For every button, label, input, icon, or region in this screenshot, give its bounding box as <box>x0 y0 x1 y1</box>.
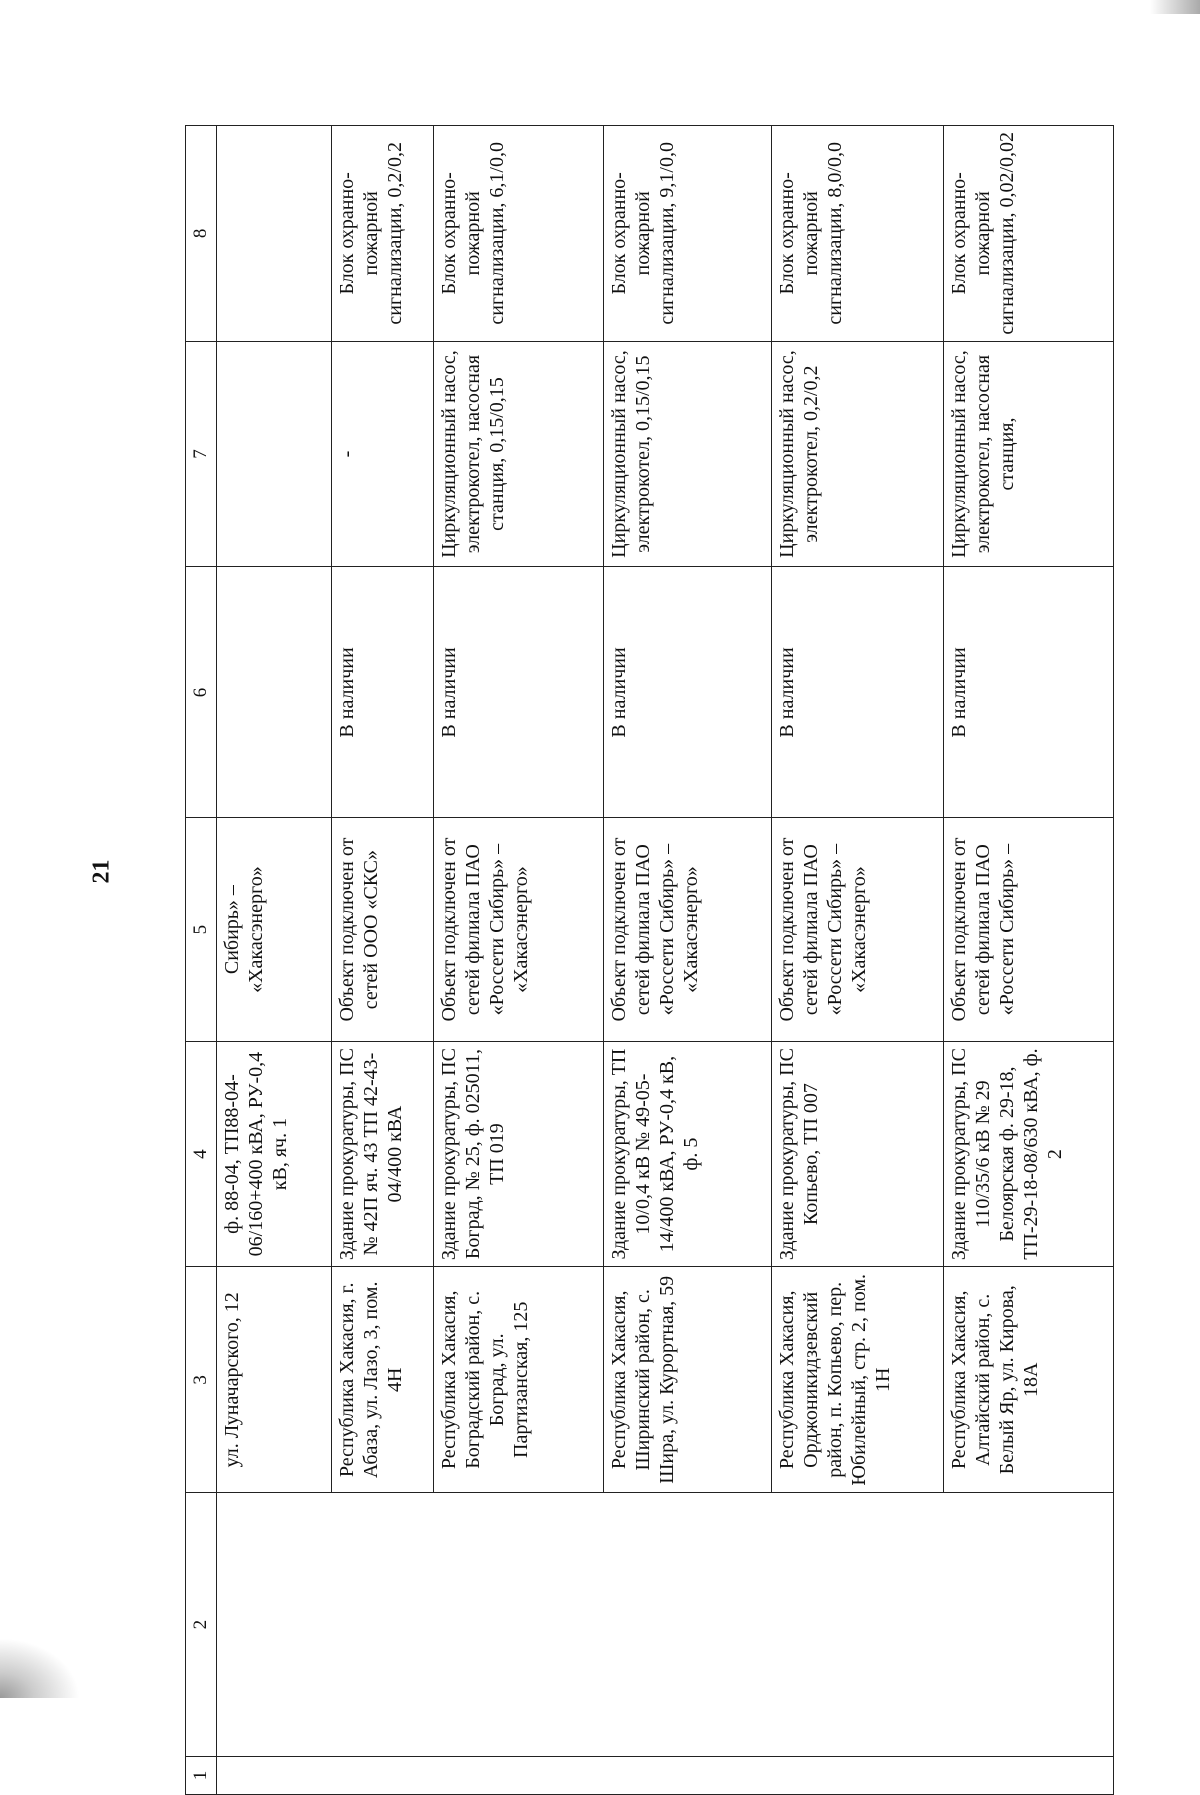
cell-equipment: Циркуляционный насос, электрокотел, 0,15/0,15 <box>604 341 772 567</box>
cell-equipment: Циркуляционный насос, электрокотел, насосная станция, <box>944 341 1114 567</box>
cell-col2 <box>217 1493 1114 1757</box>
cell-address: Республика Хакасия, Ширинский район, с. Шира, ул. Курортная, 59 <box>604 1267 772 1493</box>
cell-alarm-block <box>217 126 332 342</box>
cell-connection-point: Здание прокуратуры, ТП 10/0,4 кВ № 49-05-14/400 кВА, РУ-0,4 кВ, ф. 5 <box>604 1041 772 1267</box>
cell-alarm-block: Блок охранно-пожарной сигнализации, 8,0/0,0 <box>772 126 944 342</box>
cell-address: ул. Луначарского, 12 <box>217 1267 332 1493</box>
cell-address: Республика Хакасия, Боградский район, с. Боград, ул. Партизанская, 125 <box>434 1267 604 1493</box>
rotated-page-content <box>185 125 1109 1795</box>
cell-availability: В наличии <box>604 567 772 818</box>
col-header: 3 <box>186 1267 217 1493</box>
cell-col1 <box>217 1756 1114 1794</box>
col-header: 4 <box>186 1041 217 1267</box>
cell-connection-point: ф. 88-04, ТП88-04-06/160+400 кВА, РУ-0,4 кВ, яч. 1 <box>217 1041 332 1267</box>
cell-availability: В наличии <box>944 567 1114 818</box>
col-header: 1 <box>186 1756 217 1794</box>
cell-supplier: Объект подключен от сетей филиала ПАО «Россети Сибирь» – «Хакасэнерго» <box>604 818 772 1041</box>
cell-supplier: Объект подключен от сетей филиала ПАО «Россети Сибирь» – «Хакасэнерго» <box>434 818 604 1041</box>
col-header: 2 <box>186 1493 217 1757</box>
cell-supplier: Сибирь» – «Хакасэнерго» <box>217 818 332 1041</box>
header-row <box>186 126 217 1795</box>
data-table <box>185 125 1114 1795</box>
scan-shadow-bottom-left <box>0 1638 80 1698</box>
cell-availability <box>217 567 332 818</box>
cell-availability: В наличии <box>332 567 434 818</box>
cell-alarm-block: Блок охранно-пожарной сигнализации, 6,1/0,0 <box>434 126 604 342</box>
cell-supplier: Объект подключен от сетей филиала ПАО «Россети Сибирь» – «Хакасэнерго» <box>772 818 944 1041</box>
col-header: 5 <box>186 818 217 1041</box>
page-number: 21 <box>88 859 115 884</box>
cell-supplier: Объект подключен от сетей ООО «СКС» <box>332 818 434 1041</box>
cell-supplier: Объект подключен от сетей филиала ПАО «Россети Сибирь» – <box>944 818 1114 1041</box>
cell-connection-point: Здание прокуратуры, ПС № 42П яч. 43 ТП 42-43-04/400 кВА <box>332 1041 434 1267</box>
cell-equipment: Циркуляционный насос, электрокотел, 0,2/0,2 <box>772 341 944 567</box>
scan-shadow-top-right <box>1150 0 1200 14</box>
cell-address: Республика Хакасия, Орджоникидзевский район, п. Копьево, пер. Юбилейный, стр. 2, пом. 1Н <box>772 1267 944 1493</box>
cell-equipment <box>217 341 332 567</box>
cell-connection-point: Здание прокуратуры, ПС Копьево, ТП 007 <box>772 1041 944 1267</box>
cell-alarm-block: Блок охранно-пожарной сигнализации, 0,2/0,2 <box>332 126 434 342</box>
col-header: 8 <box>186 126 217 342</box>
cell-address: Республика Хакасия, г. Абаза, ул. Лазо, 3, пом. 4Н <box>332 1267 434 1493</box>
cell-alarm-block: Блок охранно-пожарной сигнализации, 9,1/0,0 <box>604 126 772 342</box>
cell-equipment: Циркуляционный насос, электрокотел, насосная станция, 0,15/0,15 <box>434 341 604 567</box>
cell-alarm-block: Блок охранно-пожарной сигнализации, 0,02/0,02 <box>944 126 1114 342</box>
cell-availability: В наличии <box>772 567 944 818</box>
cell-equipment: - <box>332 341 434 567</box>
cell-connection-point: Здание прокуратуры, ПС Боград, № 25, ф. 025011, ТП 019 <box>434 1041 604 1267</box>
cell-address: Республика Хакасия, Алтайский район, с. Белый Яр, ул. Кирова, 18А <box>944 1267 1114 1493</box>
cell-connection-point: Здание прокуратуры, ПС 110/35/6 кВ № 29 Белоярская ф. 29-18, ТП-29-18-08/630 кВА, ф. 2 <box>944 1041 1114 1267</box>
col-header: 7 <box>186 341 217 567</box>
col-header: 6 <box>186 567 217 818</box>
table-row <box>217 126 332 1795</box>
cell-availability: В наличии <box>434 567 604 818</box>
